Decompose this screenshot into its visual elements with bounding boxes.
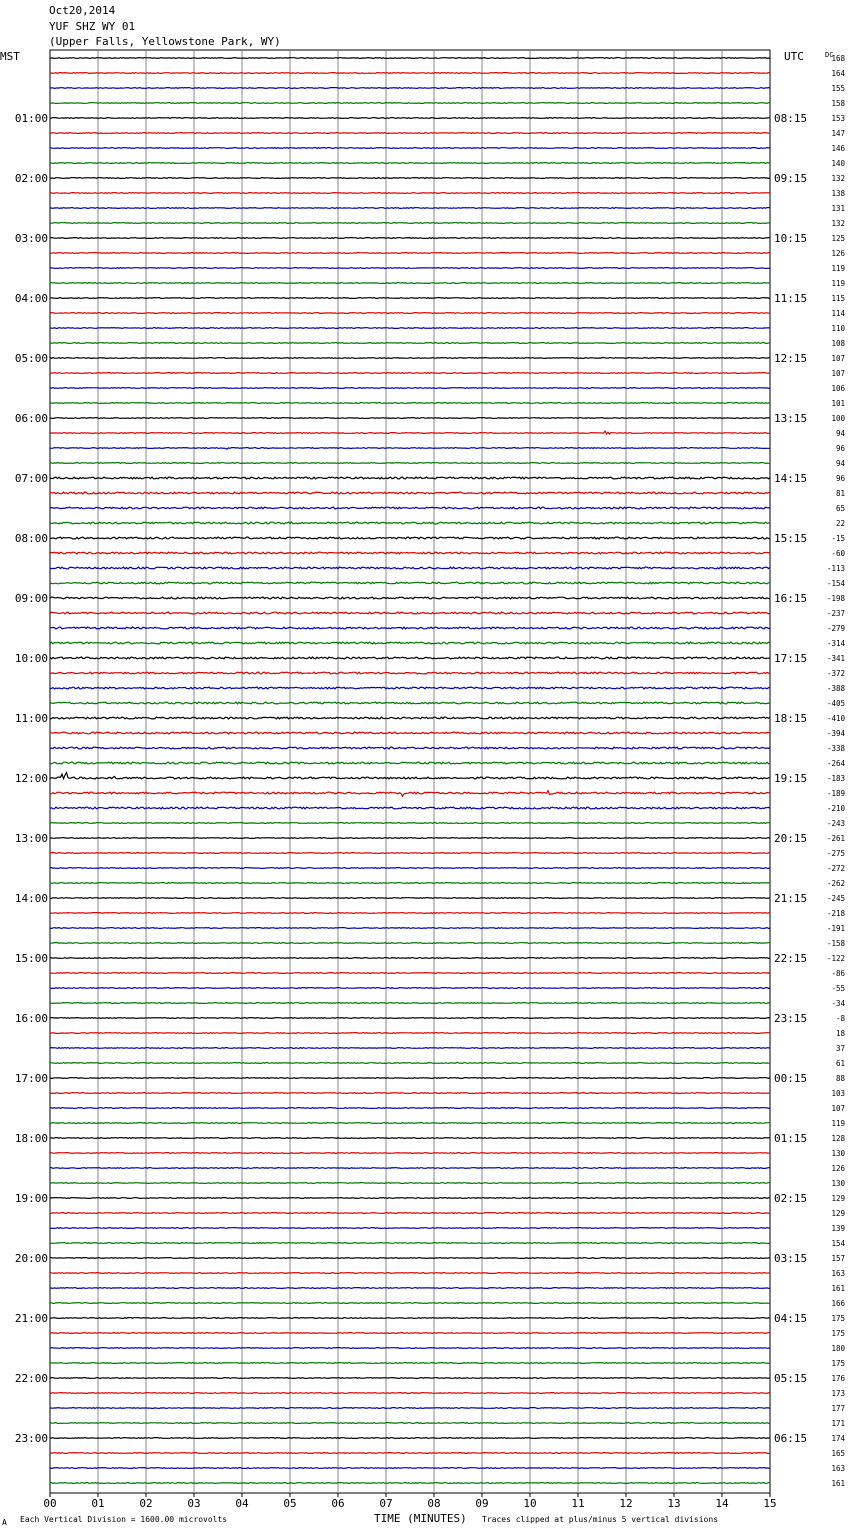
seismic-trace-68 [50, 1078, 770, 1079]
seismic-trace-35 [50, 582, 770, 584]
seismic-trace-50 [50, 807, 770, 809]
seismic-trace-54 [50, 868, 770, 869]
dc-offset-label: 168 [831, 54, 845, 63]
dc-offset-label: 128 [831, 1134, 845, 1143]
seismic-trace-77 [50, 1213, 770, 1214]
x-tick-label: 01 [91, 1497, 105, 1510]
dc-offset-label: 138 [831, 189, 845, 198]
dc-offset-label: 88 [835, 1074, 845, 1083]
dc-offset-label: 106 [831, 384, 845, 393]
seismic-trace-30 [50, 507, 770, 509]
x-tick-label: 15 [763, 1497, 777, 1510]
dc-offset-label: -338 [826, 744, 845, 753]
plot-frame [50, 50, 770, 1493]
left-hour-label: 16:00 [14, 1012, 48, 1025]
seismic-trace-0 [50, 58, 770, 59]
dc-offset-label: 81 [835, 489, 845, 498]
dc-offset-label: 158 [831, 99, 845, 108]
seismic-trace-65 [50, 1033, 770, 1034]
left-hour-label: 12:00 [14, 772, 48, 785]
dc-offset-label: 153 [831, 114, 845, 123]
right-hour-label: 14:15 [774, 472, 808, 485]
dc-offset-label: -243 [826, 819, 845, 828]
x-tick-label: 07 [379, 1497, 393, 1510]
left-hour-label: 01:00 [14, 112, 48, 125]
seismic-trace-88 [50, 1378, 770, 1379]
x-tick-label: 09 [475, 1497, 489, 1510]
dc-offset-label: 130 [831, 1179, 845, 1188]
dc-offset-label: 100 [831, 414, 845, 423]
seismic-trace-3 [50, 103, 770, 104]
right-hour-label: 05:15 [774, 1372, 808, 1385]
seismic-trace-53 [50, 853, 770, 854]
dc-offset-label: 175 [831, 1359, 845, 1368]
seismic-trace-14 [50, 268, 770, 269]
seismic-trace-43 [50, 702, 770, 704]
dc-offset-label: 175 [831, 1314, 845, 1323]
dc-offset-label: 180 [831, 1344, 845, 1353]
seismic-trace-28 [50, 477, 770, 479]
dc-offset-label: 130 [831, 1149, 845, 1158]
dc-offset-label: 94 [835, 429, 845, 438]
x-tick-label: 06 [331, 1497, 345, 1510]
seismic-trace-5 [50, 133, 770, 134]
seismic-trace-69 [50, 1093, 770, 1094]
dc-offset-label: -218 [826, 909, 845, 918]
seismic-trace-7 [50, 163, 770, 164]
left-hour-label: 19:00 [14, 1192, 48, 1205]
dc-offset-label: -183 [826, 774, 845, 783]
dc-offset-label: -60 [831, 549, 845, 558]
seismic-trace-13 [50, 253, 770, 254]
right-hour-label: 09:15 [774, 172, 808, 185]
seismic-trace-44 [50, 717, 770, 719]
dc-offset-label: -264 [826, 759, 845, 768]
dc-offset-label: 107 [831, 369, 845, 378]
dc-offset-label: 103 [831, 1089, 845, 1098]
x-tick-label: 02 [139, 1497, 153, 1510]
dc-offset-label: -55 [831, 984, 845, 993]
dc-offset-label: -341 [826, 654, 845, 663]
seismic-trace-22 [50, 388, 770, 389]
dc-offset-label: -261 [826, 834, 845, 843]
dc-offset-label: -191 [826, 924, 845, 933]
x-tick-label: 00 [43, 1497, 57, 1510]
x-tick-label: 03 [187, 1497, 201, 1510]
dc-offset-label: 163 [831, 1269, 845, 1278]
dc-offset-label: -372 [826, 669, 845, 678]
right-hour-label: 15:15 [774, 532, 808, 545]
seismic-trace-10 [50, 208, 770, 209]
right-hour-label: 20:15 [774, 832, 808, 845]
seismic-trace-58 [50, 928, 770, 929]
seismic-trace-59 [50, 943, 770, 944]
x-tick-label: 10 [523, 1497, 537, 1510]
seismic-trace-47 [50, 762, 770, 764]
seismic-trace-39 [50, 642, 770, 644]
dc-offset-label: 175 [831, 1329, 845, 1338]
dc-offset-label: -237 [826, 609, 845, 618]
seismic-trace-49 [50, 791, 770, 797]
seismic-trace-78 [50, 1228, 770, 1229]
left-hour-label: 07:00 [14, 472, 48, 485]
dc-offset-label: 110 [831, 324, 845, 333]
dc-offset-label: 61 [835, 1059, 845, 1068]
seismic-trace-29 [50, 492, 770, 494]
seismic-trace-91 [50, 1423, 770, 1424]
seismic-trace-72 [50, 1138, 770, 1139]
right-hour-label: 03:15 [774, 1252, 808, 1265]
seismic-trace-8 [50, 178, 770, 179]
dc-offset-label: 114 [831, 309, 845, 318]
seismic-trace-64 [50, 1018, 770, 1019]
right-timezone-label: UTC [784, 50, 804, 63]
dc-offset-label: 115 [831, 294, 845, 303]
dc-offset-label: 119 [831, 1119, 845, 1128]
dc-offset-label: 96 [835, 444, 845, 453]
seismic-trace-57 [50, 913, 770, 914]
seismic-trace-74 [50, 1168, 770, 1169]
dc-offset-label: -122 [826, 954, 845, 963]
left-hour-label: 23:00 [14, 1432, 48, 1445]
dc-offset-label: 22 [835, 519, 845, 528]
left-hour-label: 02:00 [14, 172, 48, 185]
seismic-trace-61 [50, 973, 770, 974]
dc-offset-label: 155 [831, 84, 845, 93]
dc-offset-label: 101 [831, 399, 845, 408]
dc-offset-label: -198 [826, 594, 845, 603]
dc-offset-label: 126 [831, 1164, 845, 1173]
right-hour-label: 10:15 [774, 232, 808, 245]
seismic-trace-52 [50, 838, 770, 839]
dc-offset-label: 140 [831, 159, 845, 168]
dc-offset-label: 174 [831, 1434, 845, 1443]
left-hour-label: 09:00 [14, 592, 48, 605]
dc-offset-label: 157 [831, 1254, 845, 1263]
seismic-trace-92 [50, 1438, 770, 1439]
left-hour-label: 03:00 [14, 232, 48, 245]
seismic-trace-33 [50, 552, 770, 554]
dc-offset-label: -275 [826, 849, 845, 858]
dc-offset-label: 129 [831, 1209, 845, 1218]
seismic-trace-26 [50, 448, 770, 450]
dc-header-label: DC [825, 51, 834, 59]
right-hour-label: 12:15 [774, 352, 808, 365]
clip-note: Traces clipped at plus/minus 5 vertical divisions [482, 1515, 719, 1524]
dc-offset-label: 132 [831, 174, 845, 183]
dc-offset-label: 177 [831, 1404, 845, 1413]
seismic-trace-67 [50, 1063, 770, 1064]
right-hour-label: 19:15 [774, 772, 808, 785]
seismic-trace-82 [50, 1288, 770, 1289]
seismic-trace-42 [50, 687, 770, 689]
seismic-trace-46 [50, 747, 770, 749]
seismic-trace-1 [50, 73, 770, 74]
dc-offset-label: -86 [831, 969, 845, 978]
seismic-trace-85 [50, 1333, 770, 1334]
seismic-trace-45 [50, 732, 770, 734]
seismic-trace-40 [50, 657, 770, 659]
dc-offset-label: 119 [831, 279, 845, 288]
x-tick-label: 13 [667, 1497, 681, 1510]
dc-offset-label: 107 [831, 1104, 845, 1113]
left-hour-label: 04:00 [14, 292, 48, 305]
left-hour-label: 17:00 [14, 1072, 48, 1085]
dc-offset-label: 125 [831, 234, 845, 243]
x-tick-label: 04 [235, 1497, 249, 1510]
seismic-trace-6 [50, 148, 770, 149]
right-hour-label: 17:15 [774, 652, 808, 665]
seismic-trace-38 [50, 627, 770, 629]
dc-offset-label: -113 [826, 564, 845, 573]
right-hour-label: 23:15 [774, 1012, 808, 1025]
seismic-trace-9 [50, 193, 770, 194]
dc-offset-label: 119 [831, 264, 845, 273]
dc-offset-label: 171 [831, 1419, 845, 1428]
dc-offset-label: 132 [831, 219, 845, 228]
dc-offset-label: 161 [831, 1284, 845, 1293]
seismic-trace-87 [50, 1363, 770, 1364]
left-hour-label: 22:00 [14, 1372, 48, 1385]
seismic-trace-55 [50, 883, 770, 884]
seismic-trace-31 [50, 522, 770, 524]
dc-offset-label: -272 [826, 864, 845, 873]
right-hour-label: 11:15 [774, 292, 808, 305]
right-hour-label: 13:15 [774, 412, 808, 425]
seismic-trace-66 [50, 1048, 770, 1049]
seismic-trace-25 [50, 431, 770, 434]
left-hour-label: 10:00 [14, 652, 48, 665]
seismic-trace-83 [50, 1303, 770, 1304]
corner-mark: A [2, 1518, 7, 1527]
dc-offset-label: -405 [826, 699, 845, 708]
right-hour-label: 08:15 [774, 112, 808, 125]
seismic-trace-19 [50, 343, 770, 344]
seismic-trace-37 [50, 612, 770, 614]
seismic-trace-34 [50, 567, 770, 569]
right-hour-label: 00:15 [774, 1072, 808, 1085]
dc-offset-label: 147 [831, 129, 845, 138]
seismic-trace-86 [50, 1348, 770, 1349]
dc-offset-label: 165 [831, 1449, 845, 1458]
seismic-trace-60 [50, 958, 770, 959]
seismic-trace-93 [50, 1453, 770, 1454]
left-hour-label: 21:00 [14, 1312, 48, 1325]
seismic-trace-80 [50, 1258, 770, 1259]
dc-offset-label: 166 [831, 1299, 845, 1308]
dc-offset-label: -394 [826, 729, 845, 738]
dc-offset-label: -410 [826, 714, 845, 723]
left-hour-label: 05:00 [14, 352, 48, 365]
dc-offset-label: -158 [826, 939, 845, 948]
seismic-trace-2 [50, 88, 770, 89]
left-hour-label: 15:00 [14, 952, 48, 965]
seismic-trace-20 [50, 358, 770, 359]
left-hour-label: 20:00 [14, 1252, 48, 1265]
seismic-trace-4 [50, 118, 770, 119]
dc-offset-label: -245 [826, 894, 845, 903]
seismic-trace-70 [50, 1108, 770, 1109]
dc-offset-label: -8 [835, 1014, 845, 1023]
x-tick-label: 11 [571, 1497, 585, 1510]
seismic-trace-24 [50, 418, 770, 419]
left-timezone-label: MST [0, 50, 20, 63]
right-hour-label: 16:15 [774, 592, 808, 605]
seismic-trace-32 [50, 537, 770, 539]
dc-offset-label: 65 [835, 504, 845, 513]
seismic-trace-51 [50, 823, 770, 824]
seismic-trace-63 [50, 1003, 770, 1004]
dc-offset-label: -314 [826, 639, 845, 648]
dc-offset-label: -154 [826, 579, 845, 588]
dc-offset-label: -262 [826, 879, 845, 888]
seismic-trace-71 [50, 1123, 770, 1124]
x-tick-label: 08 [427, 1497, 441, 1510]
dc-offset-label: 96 [835, 474, 845, 483]
dc-offset-label: 173 [831, 1389, 845, 1398]
seismic-trace-18 [50, 328, 770, 329]
dc-offset-label: -189 [826, 789, 845, 798]
seismic-trace-90 [50, 1408, 770, 1409]
right-hour-label: 21:15 [774, 892, 808, 905]
location-label: (Upper Falls, Yellowstone Park, WY) [49, 35, 281, 48]
seismic-trace-94 [50, 1468, 770, 1469]
left-hour-label: 08:00 [14, 532, 48, 545]
seismic-trace-75 [50, 1183, 770, 1184]
dc-offset-label: 161 [831, 1479, 845, 1488]
right-hour-label: 04:15 [774, 1312, 808, 1325]
date-label: Oct20,2014 [49, 4, 116, 17]
seismic-trace-41 [50, 672, 770, 674]
right-hour-label: 01:15 [774, 1132, 808, 1145]
seismic-trace-81 [50, 1273, 770, 1274]
x-tick-label: 12 [619, 1497, 633, 1510]
dc-offset-label: 107 [831, 354, 845, 363]
dc-offset-label: 94 [835, 459, 845, 468]
dc-offset-label: -279 [826, 624, 845, 633]
seismic-trace-95 [50, 1483, 770, 1484]
right-hour-label: 22:15 [774, 952, 808, 965]
right-hour-label: 06:15 [774, 1432, 808, 1445]
right-hour-label: 02:15 [774, 1192, 808, 1205]
seismic-trace-21 [50, 373, 770, 374]
seismic-trace-73 [50, 1153, 770, 1154]
dc-offset-label: 108 [831, 339, 845, 348]
dc-offset-label: 126 [831, 249, 845, 258]
dc-offset-label: -210 [826, 804, 845, 813]
seismic-trace-36 [50, 597, 770, 599]
x-axis-title: TIME (MINUTES) [374, 1512, 467, 1525]
dc-offset-label: -34 [831, 999, 845, 1008]
seismic-trace-11 [50, 223, 770, 224]
dc-offset-label: 163 [831, 1464, 845, 1473]
dc-offset-label: 129 [831, 1194, 845, 1203]
dc-offset-label: 164 [831, 69, 845, 78]
dc-offset-label: 131 [831, 204, 845, 213]
left-hour-label: 18:00 [14, 1132, 48, 1145]
seismic-trace-76 [50, 1198, 770, 1199]
right-hour-label: 18:15 [774, 712, 808, 725]
seismic-trace-15 [50, 283, 770, 284]
dc-offset-label: 18 [835, 1029, 845, 1038]
seismic-trace-27 [50, 463, 770, 464]
dc-offset-label: 146 [831, 144, 845, 153]
station-label: YUF SHZ WY 01 [49, 20, 136, 33]
seismic-trace-62 [50, 988, 770, 989]
seismic-trace-79 [50, 1243, 770, 1244]
left-hour-label: 11:00 [14, 712, 48, 725]
left-hour-label: 06:00 [14, 412, 48, 425]
seismic-trace-89 [50, 1393, 770, 1394]
x-tick-label: 14 [715, 1497, 729, 1510]
left-hour-label: 13:00 [14, 832, 48, 845]
dc-offset-label: 139 [831, 1224, 845, 1233]
dc-offset-label: 154 [831, 1239, 845, 1248]
x-tick-label: 05 [283, 1497, 297, 1510]
seismic-trace-23 [50, 403, 770, 404]
seismic-trace-84 [50, 1318, 770, 1319]
seismic-trace-48 [50, 773, 770, 780]
dc-offset-label: -388 [826, 684, 845, 693]
dc-offset-label: 37 [835, 1044, 845, 1053]
seismic-trace-56 [50, 898, 770, 899]
left-hour-label: 14:00 [14, 892, 48, 905]
dc-offset-label: -15 [831, 534, 845, 543]
seismic-trace-17 [50, 313, 770, 314]
dc-offset-label: 176 [831, 1374, 845, 1383]
seismic-trace-16 [50, 298, 770, 299]
scale-note: Each Vertical Division = 1600.00 microvolts [20, 1515, 228, 1524]
seismic-trace-12 [50, 238, 770, 239]
